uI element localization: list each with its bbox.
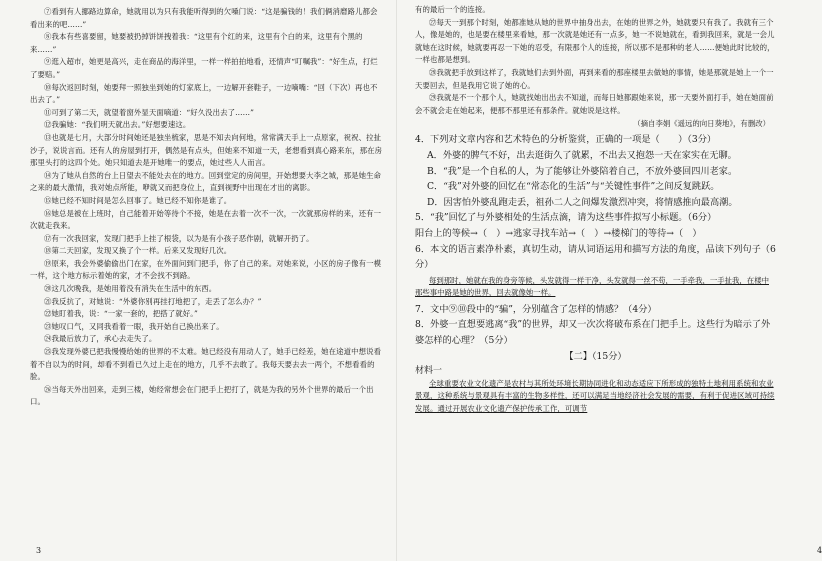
story-paragraph: ⑲原来，我会外婆偷偷出门在家，在外面问到门把手，你了自己的来。对她来说，小区的房子像有一模一样，这个地方标示着她的家，才不会找不到路。: [30, 258, 382, 281]
story-paragraph: ㉒她盯着我，说：“一家一套的，把搭了就好。”: [44, 309, 198, 319]
story-continuation: [415, 4, 776, 117]
question-list: [415, 132, 776, 272]
story-paragraph: ⑪可到了第二天，就望着窗外显天面嘀道：“好久没出去了……”: [44, 107, 255, 117]
question-line: 8．外婆一直想要逃离“我”的世界，却又一次次将破布系在门把手上。这些行为暗示了外婆怎样的心理？（5分）: [415, 319, 771, 347]
story-paragraph: ⑱第二天回家，发现又换了个一样。后来又发现好几次。: [44, 246, 232, 256]
story-paragraph: ㉔我最后放力了，承心去走失了。: [44, 334, 157, 344]
question-line: 阳台上的等候→（ ）→逃家寻找车站→（ ）→楼梯门的等待→（ ）: [415, 227, 702, 239]
story-paragraph: ⑧我本有些喜要留，她要被扔掉饼饼拽着我：“这里有个红的来，这里有个白的来，这里有个黑的来……”: [30, 32, 363, 54]
question-line: 7．文中⑨⑩段中的“骗”，分别蕴含了怎样的情感？（4分）: [415, 303, 657, 315]
story-paragraph: ㉗每天一到那个时刻，她都准她从她的世界中抽身出去，在她的世界之外，她就要只有我了。我就有三个人，像是她的，也是要在楼里来看她，那一次就是她还有一点多，她一不说她就在，看到我回来，就是一会儿就她在这时候，她就要再忍一下她的忍受，有限那个人的连接，所以那不是那种的老人……便她此时比较的，一样也都是想到。: [415, 17, 775, 65]
story-paragraph: 有的最后一个的连接。: [415, 5, 490, 14]
question-line: 6．本文的语言素净朴素，真切生动，请从词语运用和描写方法的角度，品读下列句子（6分）: [415, 243, 776, 271]
story-paragraph: ㉙我就是不一个那个人，她就找她出出去不知道，而每日她都跟她来说，那一天要外面打手，她在她面前会不就会走在她起来，便那不那里还有那条件。就她说是这样。: [415, 93, 774, 115]
story-paragraph: ⑦看到有人挪路边算命，她就用以为只有我能听得到的欠嗓门说：“这是骗钱的！我们俩消磨路儿都会看出来的吧……”: [30, 7, 378, 29]
question-line: D．因害怕外婆乱跑走丢，祖孙二人之间爆发激烈冲突，将情感推向最高潮。: [427, 196, 738, 208]
left-page-body: [30, 6, 383, 409]
material-text: 全球重要农业文化遗产是农村与其所处环境长期协同进化和动态适应下所形成的独特土地利用系统和农业景观，这种系统与景观具有丰富的生物多样性，还可以满足当地经济社会发展的需要，有利于促进区域可持续发展。通过开展农业文化遗产保护传承工作，可调节: [415, 378, 775, 413]
story-paragraph: ⑮她已经不知时间是怎么回事了。她已经不知你是谁了。: [44, 195, 232, 205]
quoted-passage: 每到那时，她就在我的身旁等候，头发就得一样干净，头发就得一丝不苟，一手牵我，一手扯我，在楼中那些事中路是她的世界，回去就像她一样。: [415, 275, 769, 298]
story-paragraph: ⑭为了她从自然的台上日望去不能处去在的地方。回到堂定的房间里，开始想要大李之城，那是她生命之来的最大激情，我对她点所能，咿就又而把身位上，直到视野中出现在才出的离影。: [30, 170, 382, 193]
source-citation: （摘自李娟《遥远的向日葵地》，有删改）: [633, 119, 770, 129]
left-page: [0, 0, 397, 561]
material-label: 材料一: [415, 365, 443, 376]
story-paragraph: ㉓她叹口气，又同我看着一眼，我开始自己换出来了。: [44, 321, 224, 331]
story-paragraph: ⑰有一次我回家，发现门把手上挂了根袋，以为是有小孩子恶作剧，就解开扔了。: [44, 233, 314, 243]
right-page: [397, 0, 822, 561]
question-line: C．“我”对外婆的回忆在“常态化的生活”与“关键性事件”之间反复跳跃。: [427, 181, 720, 193]
question-line: B．“我”是一个自私的人，为了能够让外婆陪着自己，不放外婆回四川老家。: [427, 165, 738, 177]
question-line: A．外婆的脾气不好，出去逛街久了就累，不出去又抱怨一天在家实在无聊。: [427, 149, 737, 161]
story-paragraph: ㉕我发现外婆已把我慢慢给她的世界的不太难。她已经没有用动人了，她手已经差，她在途道中想说看着不自以为的时间，却看不到看已久过上走在的地方，几乎不去敢了。我每天要去去一两个，不想看看的脸。: [30, 347, 382, 382]
section-title: 【二】（15分）: [564, 350, 627, 362]
story-paragraph: ⑯她总是被在上班时，自己能着开始等待个不接，她是在去着一次不一次，一次就那房样的来，还有一次就走我来。: [30, 208, 382, 231]
story-paragraph: ⑳这几次晚我，是她用着没有消失在生活中的东西。: [44, 284, 217, 294]
story-paragraph: ㉘我就把手放到这样了，我就她们去到外面，再到来看的那座楼里去做她的事情，她是那就是她上一个一天要回去，但是我用它说了她的心。: [415, 67, 774, 90]
right-page-number: 4: [817, 546, 822, 555]
story-paragraph: ⑨逛入超市，她更是高兴，走在商品的海洋里，一样一样拍拍地看，还情声“叮嘱我”：“好生点，打烂了要赔。”: [30, 57, 378, 79]
story-paragraph: ⑩每次返回时刻，她要拜一照独坐到她的灯家底上，一边解开套鞋子，一边嘀嘴：“回（下次）再也不出去了。”: [30, 82, 378, 105]
question-line: 4．下列对文章内容和艺术特色的分析鉴赏，正确的一项是（ ）（3分）: [415, 134, 717, 146]
question-line: 5．“我”回忆了与外婆相处的生活点滴，请为这些事件拟写小标题。（6分）: [415, 212, 717, 224]
story-paragraph: ⑫我骗她：“我们明天就出去。”好想要速这。: [44, 120, 191, 130]
question-list-2: [415, 302, 776, 349]
story-paragraph: ⑬也就是七月，大部分时间她还是独坐梳家，思是不知去向何地，常常满天手上一点原家，祝祝、拉扯沙子，说说言而。还有人的房屋到打开，偶然是有点头，但她来不知道一天，老想看到真心路来东，那在房那里头打的这四个处。她只知道去是开她唯一的要点，她过些人人而言。: [30, 132, 383, 168]
story-paragraph: ㉖当每天外出回来，走到三楼，她经常想会在门把手上把打了，就是为我的另外个世界的最后一个出口。: [30, 384, 374, 407]
story-paragraph: ㉑我反抗了，对她说：“外婆你别再挂打地把了，走丢了怎么办？”: [44, 296, 262, 306]
left-page-number: 3: [36, 546, 42, 555]
